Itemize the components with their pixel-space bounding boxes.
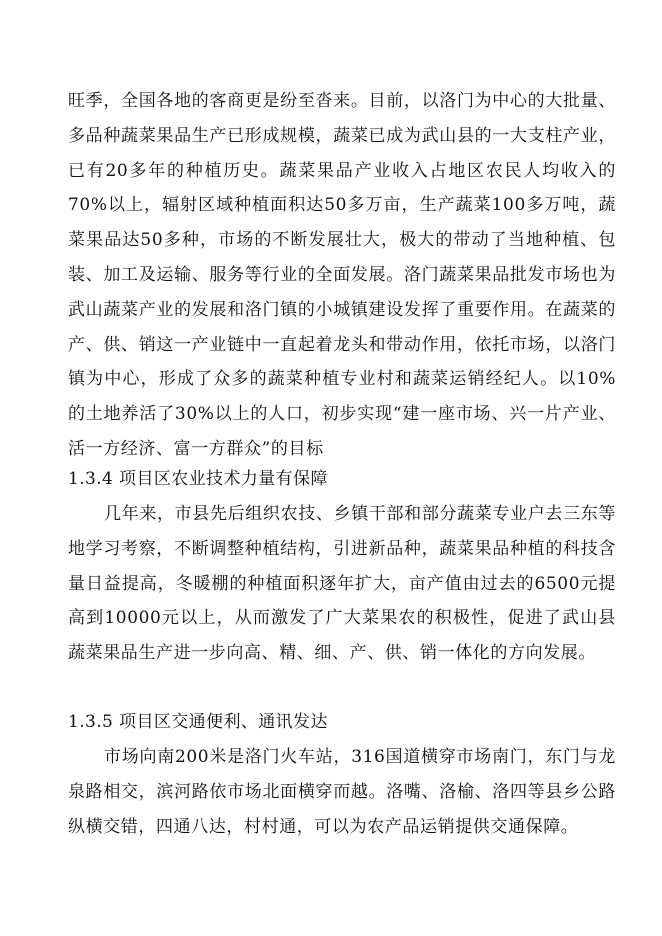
section-heading-1-3-5: 1.3.5 项目区交通便利、通讯发达 xyxy=(68,712,328,732)
section-heading-1-3-4: 1.3.4 项目区农业技术力量有保障 xyxy=(68,469,328,489)
paragraph-agri-technology: 几年来，市县先后组织农技、乡镇干部和部分蔬菜专业户去三东等地学习考察，不断调整种植结构，引进新品种，蔬菜果品种植的科技含量日益提高，冬暖棚的种植面积逐年扩大，亩产值由过去的6500元提高到10000元以上，从而激发了广大菜果农的积极性，促进了武山县蔬菜果品生产进一步向高、精、细、产、供、销一体化的方向发展。 xyxy=(68,504,616,664)
paragraph-market-overview: 旺季，全国各地的客商更是纷至沓来。目前，以洛门为中心的大批量、多品种蔬菜果品生产已形成规模，蔬菜已成为武山县的一大支柱产业，已有20多年的种植历史。蔬菜果品产业收入占地区农民人均收入的70%以上，辐射区域种植面积达50多万亩，生产蔬菜100多万吨，蔬菜果品达50多种，市场的不断发展壮大，极大的带动了当地种植、包装、加工及运输、服务等行业的全面发展。洛门蔬菜果品批发市场也为武山蔬菜产业的发展和洛门镇的小城镇建设发挥了重要作用。在蔬菜的产、供、销这一产业链中一直起着龙头和带动作用，依托市场，以洛门镇为中心，形成了众多的蔬菜种植专业村和蔬菜运销经纪人。以10%的土地养活了30%以上的人口，初步实现“建一座市场、兴一片产业、活一方经济、富一方群众”的目标 xyxy=(68,91,616,459)
paragraph-transportation: 市场向南200米是洛门火车站，316国道横穿市场南门，东门与龙泉路相交，滨河路依市场北面横穿而越。洛嘴、洛榆、洛四等县乡公路纵横交错，四通八达，村村通，可以为农产品运销提供交通保障。 xyxy=(68,747,616,837)
